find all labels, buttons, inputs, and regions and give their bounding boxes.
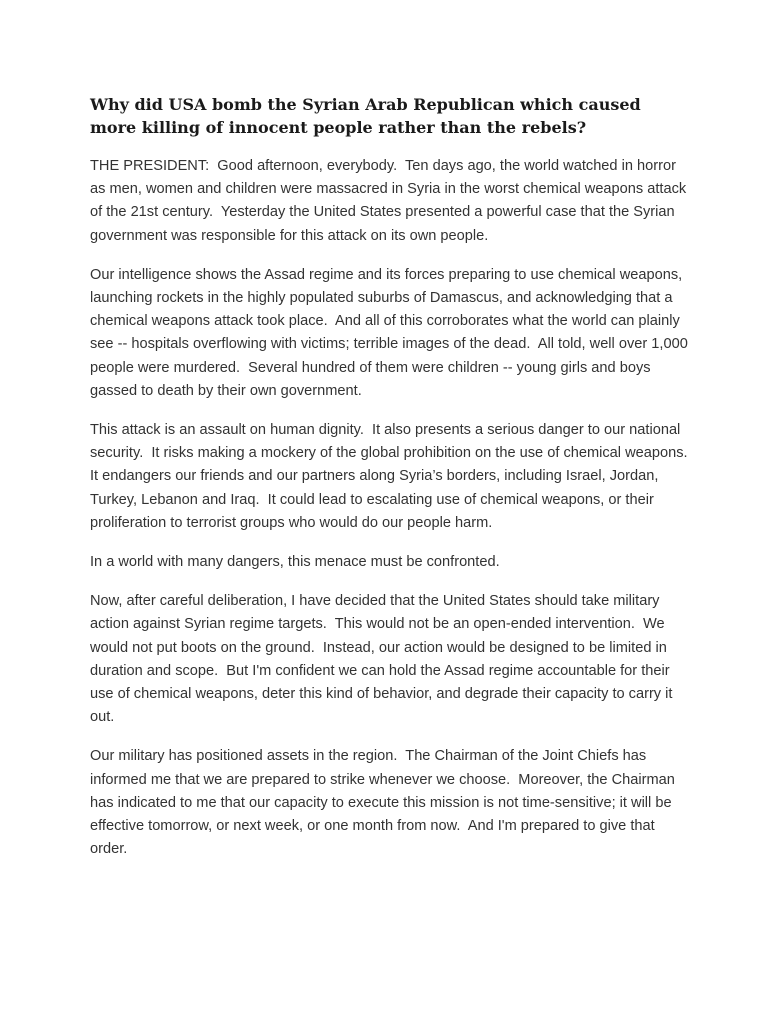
paragraph-1: THE PRESIDENT: Good afternoon, everybody. Ten days ago, the world watched in horror as men, women and children were massacred in Syria in the worst chemical weapons attack of the 21st century. Yesterday the United States presented a powerful case that the Syrian government was responsible for this attack on its own people.	[90, 158, 691, 244]
paragraph-3: This attack is an assault on human dignity. It also presents a serious danger to our national security. It risks making a mockery of the global prohibition on the use of chemical weapons. It endangers our friends and our partners along Syria’s borders, including Israel, Jordan, Turkey, Lebanon and Iraq. It could lead to escalating use of chemical weapons, or their proliferation to terrorist groups who would do our people harm.	[90, 422, 696, 531]
paragraph-2: Our intelligence shows the Assad regime and its forces preparing to use chemical weapons, launching rockets in the highly populated suburbs of Damascus, and acknowledging that a chemical weapons attack took place. And all of this corroborates what the world can plainly see -- hospitals overflowing with victims; terrible images of the dead. All told, well over 1,000 people were murdered. Several hundred of them were children -- young girls and boys gassed to death by their own government.	[90, 266, 692, 399]
paragraph-4: In a world with many dangers, this menace must be confronted.	[90, 554, 500, 571]
document-title: Why did USA bomb the Syrian Arab Republican which caused more killing of innocent people rather than the rebels?	[90, 95, 641, 137]
paragraph-5: Now, after careful deliberation, I have decided that the United States should take military action against Syrian regime targets. This would not be an open-ended intervention. We would not put boots on the ground. Instead, our action would be designed to be limited in duration and scope. But I'm confident we can hold the Assad regime accountable for their use of chemical weapons, deter this kind of behavior, and degrade their capacity to carry it out.	[90, 593, 677, 726]
paragraph-6: Our military has positioned assets in the region. The Chairman of the Joint Chiefs has informed me that we are prepared to strike whenever we choose. Moreover, the Chairman has indicated to me that our capacity to execute this mission is not time-sensitive; it will be effective tomorrow, or next week, or one month from now. And I'm prepared to give that order.	[90, 748, 679, 858]
document-page	[90, 93, 696, 877]
